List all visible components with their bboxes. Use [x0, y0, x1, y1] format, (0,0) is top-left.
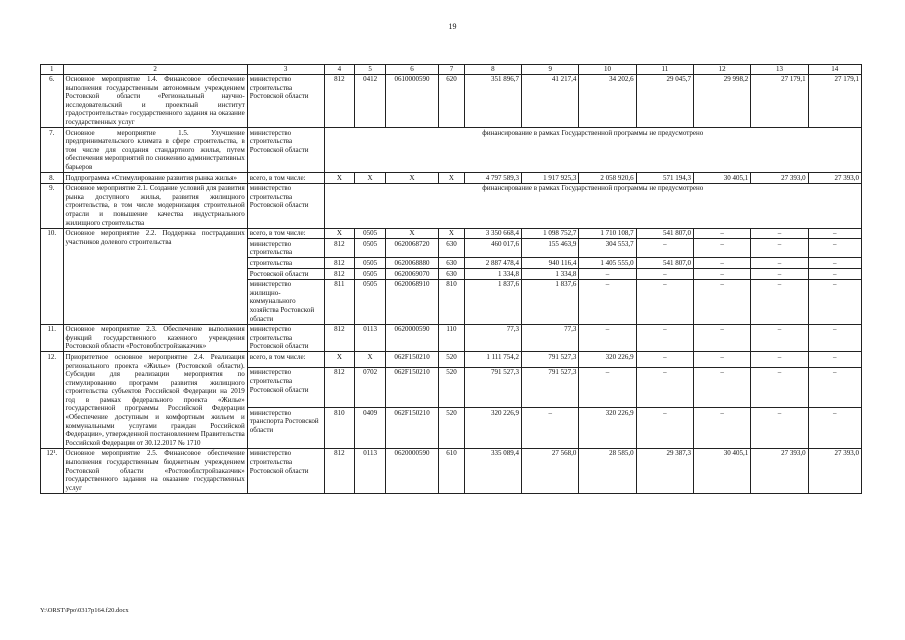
amount-c14: – — [808, 239, 861, 258]
measure-name: Подпрограмма «Стимулирование развития рынка жилья» — [63, 173, 247, 184]
table-row — [41, 74, 862, 128]
amount-c9: 77,3 — [522, 324, 579, 352]
header-row — [41, 65, 862, 75]
amount-c12: – — [693, 367, 750, 408]
amount-c10: 304 553,7 — [579, 239, 636, 258]
vr-code: X — [439, 228, 465, 239]
row-number: 8. — [41, 173, 64, 184]
vr-code: 630 — [439, 258, 465, 269]
header-cell: 4 — [324, 65, 355, 75]
amount-c10: 320 226,9 — [579, 408, 636, 449]
measure-name: Приоритетное основное мероприятие 2.4. Реализация регионального проекта «Жилье» (Ростовской области). Субсидии для реализации мероприятия по стимулированию программ развития жилищного строительства субъектов Российской Федерации на 2019 год в рамках федерального проекта «Жилье» государственной программы Российской Федерации «Обеспечение доступным и комфортным жильем и коммунальными услугами граждан Российской Федерации», утвержденной постановлением Правительства Российской Федерации от 30.12.2017 № 1710 — [63, 352, 247, 449]
amount-c12: – — [693, 269, 750, 280]
amount-c10: – — [579, 367, 636, 408]
csr-code: X — [385, 228, 438, 239]
header-cell: 1 — [41, 65, 64, 75]
table-row — [41, 352, 862, 367]
amount-c11: 541 807,0 — [636, 258, 693, 269]
amount-c13: – — [751, 352, 808, 367]
amount-c12: – — [693, 408, 750, 449]
header-cell: 11 — [636, 65, 693, 75]
amount-c11: – — [636, 367, 693, 408]
amount-c14: – — [808, 269, 861, 280]
amount-c11: – — [636, 352, 693, 367]
row-number: 10. — [41, 228, 64, 324]
csr-code: X — [385, 173, 438, 184]
amount-c8: 335 089,4 — [464, 448, 521, 493]
header-cell: 10 — [579, 65, 636, 75]
amount-c14: – — [808, 367, 861, 408]
amount-c11: – — [636, 408, 693, 449]
amount-c12: – — [693, 239, 750, 258]
executor: всего, в том числе: — [247, 173, 324, 184]
vr-code: X — [439, 173, 465, 184]
header-cell: 14 — [808, 65, 861, 75]
amount-c12: – — [693, 324, 750, 352]
amount-c9: 791 527,3 — [522, 367, 579, 408]
vr-code: 810 — [439, 279, 465, 324]
executor: министерство строительства Ростовской области — [247, 448, 324, 493]
amount-c12: – — [693, 228, 750, 239]
amount-c13: – — [751, 228, 808, 239]
csr-code: 0620069070 — [385, 269, 438, 280]
vr-code: 610 — [439, 448, 465, 493]
csr-code: 062F150210 — [385, 367, 438, 408]
csr-code: 0620068910 — [385, 279, 438, 324]
amount-c13: – — [751, 279, 808, 324]
amount-c14: 27 393,0 — [808, 448, 861, 493]
amount-c8: 4 797 589,3 — [464, 173, 521, 184]
amount-c12: – — [693, 258, 750, 269]
rzpr-code: 0505 — [355, 269, 386, 280]
page-number: 19 — [448, 22, 457, 31]
grbs-code: 812 — [324, 258, 355, 269]
amount-c13: 27 393,0 — [751, 173, 808, 184]
amount-c9: 1 098 752,7 — [522, 228, 579, 239]
csr-code: 0620068720 — [385, 239, 438, 258]
amount-c10: 1 710 108,7 — [579, 228, 636, 239]
amount-c10: 320 226,9 — [579, 352, 636, 367]
executor: Ростовской области — [247, 269, 324, 280]
row-number: 9. — [41, 183, 64, 228]
header-cell: 7 — [439, 65, 465, 75]
header-cell: 9 — [522, 65, 579, 75]
amount-c10: 1 405 555,0 — [579, 258, 636, 269]
header-cell: 12 — [693, 65, 750, 75]
rzpr-code: X — [355, 352, 386, 367]
csr-code: 0620068880 — [385, 258, 438, 269]
executor: министерство жилищно-коммунального хозяйства Ростовской области — [247, 279, 324, 324]
amount-c13: – — [751, 269, 808, 280]
table-row — [41, 183, 862, 228]
grbs-code: X — [324, 228, 355, 239]
executor: всего, в том числе: — [247, 228, 324, 239]
header-cell: 8 — [464, 65, 521, 75]
amount-c8: 351 896,7 — [464, 74, 521, 128]
amount-c12: 30 405,1 — [693, 173, 750, 184]
row-number: 12¹. — [41, 448, 64, 493]
vr-code: 630 — [439, 239, 465, 258]
table-row — [41, 228, 862, 239]
measure-name: Основное мероприятие 1.5. Улучшение предпринимательского климата в сфере строительства, в том числе для создания стандартного жилья, путем обеспечения мероприятий по снижению административных барьеров — [63, 128, 247, 173]
amount-c13: – — [751, 258, 808, 269]
amount-c9: 1 837,6 — [522, 279, 579, 324]
csr-code: 0620000590 — [385, 448, 438, 493]
expenditure-table — [40, 64, 862, 494]
vr-code: 110 — [439, 324, 465, 352]
grbs-code: 812 — [324, 367, 355, 408]
executor: министерство строительства Ростовской области — [247, 324, 324, 352]
amount-c14: – — [808, 279, 861, 324]
grbs-code: 812 — [324, 324, 355, 352]
row-number: 7. — [41, 128, 64, 173]
amount-c8: 3 350 668,4 — [464, 228, 521, 239]
grbs-code: 810 — [324, 408, 355, 449]
amount-c13: – — [751, 367, 808, 408]
measure-name: Основное мероприятие 2.2. Поддержка пострадавших участников долевого строительства — [63, 228, 247, 324]
header-cell: 6 — [385, 65, 438, 75]
grbs-code: X — [324, 173, 355, 184]
amount-c9: 1 334,8 — [522, 269, 579, 280]
grbs-code: 812 — [324, 448, 355, 493]
vr-code: 630 — [439, 269, 465, 280]
executor: строительства — [247, 258, 324, 269]
amount-c9: 27 568,0 — [522, 448, 579, 493]
amount-c11: 541 807,0 — [636, 228, 693, 239]
rzpr-code: 0702 — [355, 367, 386, 408]
rzpr-code: 0505 — [355, 258, 386, 269]
amount-c8: 1 837,6 — [464, 279, 521, 324]
amount-c14: – — [808, 258, 861, 269]
csr-code: 0610000590 — [385, 74, 438, 128]
amount-c8: 1 334,8 — [464, 269, 521, 280]
vr-code: 520 — [439, 408, 465, 449]
amount-c11: 571 194,3 — [636, 173, 693, 184]
amount-c10: – — [579, 324, 636, 352]
amount-c8: 2 887 478,4 — [464, 258, 521, 269]
grbs-code: 812 — [324, 239, 355, 258]
row-number: 12. — [41, 352, 64, 449]
rzpr-code: 0409 — [355, 408, 386, 449]
executor: министерство строительства Ростовской области — [247, 183, 324, 228]
grbs-code: 812 — [324, 74, 355, 128]
header-cell: 3 — [247, 65, 324, 75]
rzpr-code: 0113 — [355, 324, 386, 352]
rzpr-code: 0113 — [355, 448, 386, 493]
rzpr-code: 0505 — [355, 228, 386, 239]
amount-c8: 460 017,6 — [464, 239, 521, 258]
file-path-footer: Y:\ORST\Ppo\0317p164.f20.docx — [40, 607, 129, 614]
vr-code: 620 — [439, 74, 465, 128]
amount-c12: 30 405,1 — [693, 448, 750, 493]
amount-c8: 791 527,3 — [464, 367, 521, 408]
measure-name: Основное мероприятие 2.1. Создание условий для развития рынка доступного жилья, развития жилищного строительства, в том числе модернизация строительной отрасли и повышение качества индустриального жилищного строительства — [63, 183, 247, 228]
rzpr-code: 0505 — [355, 279, 386, 324]
row-number: 6. — [41, 74, 64, 128]
amount-c8: 1 111 754,2 — [464, 352, 521, 367]
vr-code: 520 — [439, 352, 465, 367]
grbs-code: 812 — [324, 269, 355, 280]
amount-c13: – — [751, 239, 808, 258]
amount-c11: – — [636, 269, 693, 280]
amount-c9: 155 463,9 — [522, 239, 579, 258]
csr-code: 062F150210 — [385, 408, 438, 449]
measure-name: Основное мероприятие 2.3. Обеспечение выполнения функций государственного казенного учреждения Ростовской области «Ростовоблстройзаказчик» — [63, 324, 247, 352]
amount-c9: 41 217,4 — [522, 74, 579, 128]
amount-c10: – — [579, 269, 636, 280]
amount-c12: 29 998,2 — [693, 74, 750, 128]
amount-c11: 29 387,3 — [636, 448, 693, 493]
amount-c14: – — [808, 324, 861, 352]
amount-c14: – — [808, 408, 861, 449]
rzpr-code: X — [355, 173, 386, 184]
executor: всего, в том числе: — [247, 352, 324, 367]
amount-c12: – — [693, 279, 750, 324]
executor: министерство строительства Ростовской области — [247, 74, 324, 128]
amount-c13: 27 393,0 — [751, 448, 808, 493]
csr-code: 062F150210 — [385, 352, 438, 367]
amount-c14: – — [808, 352, 861, 367]
header-cell: 13 — [751, 65, 808, 75]
grbs-code: X — [324, 352, 355, 367]
header-cell: 5 — [355, 65, 386, 75]
table-row — [41, 128, 862, 173]
amount-c9: 1 917 925,3 — [522, 173, 579, 184]
table-row — [41, 448, 862, 493]
grbs-code: 811 — [324, 279, 355, 324]
rzpr-code: 0412 — [355, 74, 386, 128]
executor: министерство строительства Ростовской области — [247, 128, 324, 173]
measure-name: Основное мероприятие 2.5. Финансовое обеспечение выполнения государственным бюджетным учреждением Ростовской области «Ростовоблстройзаказчик» государственного задания на оказание государственных услуг — [63, 448, 247, 493]
table-row — [41, 173, 862, 184]
vr-code: 520 — [439, 367, 465, 408]
measure-name: Основное мероприятие 1.4. Финансовое обеспечение выполнения государственным автономным учреждением Ростовской области «Региональный научно-исследовательский и проектный институт градостроительства» государственного задания на оказание государственных услуг — [63, 74, 247, 128]
amount-c14: – — [808, 228, 861, 239]
financing-note: финансирование в рамках Государственной программы не предусмотрено — [324, 183, 861, 228]
amount-c11: 29 045,7 — [636, 74, 693, 128]
amount-c12: – — [693, 352, 750, 367]
amount-c10: 2 058 920,6 — [579, 173, 636, 184]
amount-c11: – — [636, 324, 693, 352]
amount-c13: 27 179,1 — [751, 74, 808, 128]
row-number: 11. — [41, 324, 64, 352]
amount-c14: 27 393,0 — [808, 173, 861, 184]
rzpr-code: 0505 — [355, 239, 386, 258]
csr-code: 0620000590 — [385, 324, 438, 352]
amount-c11: – — [636, 279, 693, 324]
header-cell: 2 — [63, 65, 247, 75]
amount-c14: 27 179,1 — [808, 74, 861, 128]
executor: министерство транспорта Ростовской области — [247, 408, 324, 449]
amount-c9: 940 116,4 — [522, 258, 579, 269]
amount-c10: 34 202,6 — [579, 74, 636, 128]
amount-c9: 791 527,3 — [522, 352, 579, 367]
amount-c13: – — [751, 324, 808, 352]
table-row — [41, 324, 862, 352]
amount-c9: – — [522, 408, 579, 449]
executor: министерство строительства — [247, 239, 324, 258]
amount-c8: 77,3 — [464, 324, 521, 352]
amount-c13: – — [751, 408, 808, 449]
amount-c11: – — [636, 239, 693, 258]
amount-c10: 28 585,0 — [579, 448, 636, 493]
amount-c10: – — [579, 279, 636, 324]
financing-note: финансирование в рамках Государственной программы не предусмотрено — [324, 128, 861, 173]
amount-c8: 320 226,9 — [464, 408, 521, 449]
executor: министерство строительства Ростовской области — [247, 367, 324, 408]
